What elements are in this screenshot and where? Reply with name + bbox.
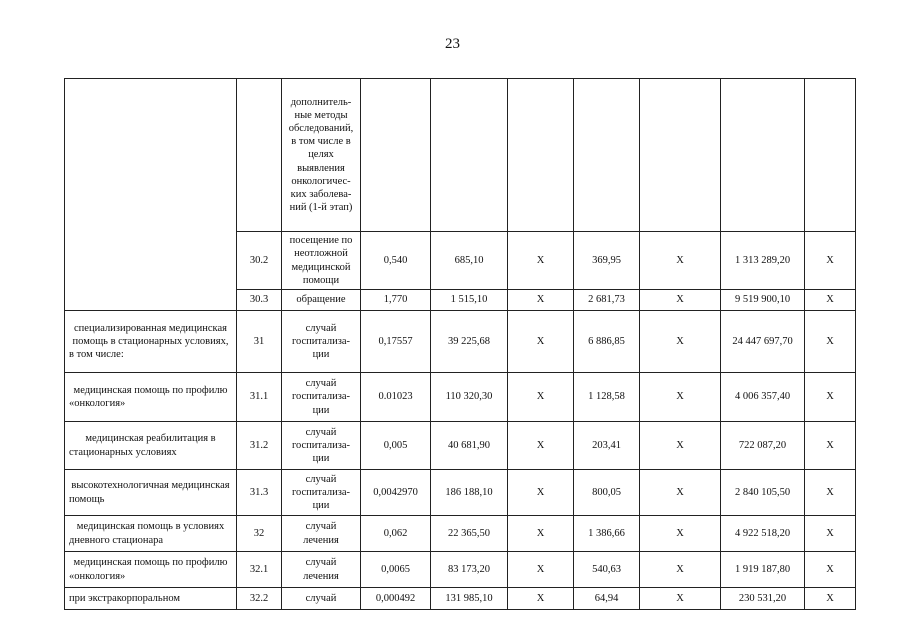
x-cell: X (640, 290, 721, 311)
code-cell: 31.3 (237, 470, 282, 516)
code-cell (237, 79, 282, 232)
norm-cell: 0,000492 (361, 588, 431, 610)
x-cell: X (805, 516, 856, 552)
code-cell: 31.1 (237, 373, 282, 422)
x-cell: X (805, 552, 856, 588)
x-cell: X (640, 552, 721, 588)
per-capita-cell (574, 79, 640, 232)
x-cell (508, 79, 574, 232)
x-cell: X (640, 470, 721, 516)
code-cell: 32.1 (237, 552, 282, 588)
table-row (65, 373, 856, 422)
code-cell: 31.2 (237, 422, 282, 470)
norm-cell: 0,0065 (361, 552, 431, 588)
total-cell: 722 087,20 (721, 422, 805, 470)
x-cell: X (508, 516, 574, 552)
x-cell: X (508, 290, 574, 311)
per-capita-cell: 800,05 (574, 470, 640, 516)
unit-cell: посещение по неотложной медицинской помощи (282, 232, 361, 290)
x-cell: X (805, 422, 856, 470)
name-cell: медицинская помощь по профилю «онкология» (65, 552, 237, 588)
per-capita-cell: 6 886,85 (574, 311, 640, 373)
norm-cell: 0,0042970 (361, 470, 431, 516)
x-cell: X (640, 232, 721, 290)
norm-cell: 0,005 (361, 422, 431, 470)
x-cell: X (508, 232, 574, 290)
cost-cell: 186 188,10 (431, 470, 508, 516)
budget-table (64, 78, 856, 610)
total-cell: 2 840 105,50 (721, 470, 805, 516)
table-row (65, 552, 856, 588)
x-cell: X (805, 470, 856, 516)
per-capita-cell: 540,63 (574, 552, 640, 588)
unit-cell: случай госпитализа- ции (282, 373, 361, 422)
code-cell: 32 (237, 516, 282, 552)
table-row (65, 422, 856, 470)
x-cell: X (805, 311, 856, 373)
cost-cell: 110 320,30 (431, 373, 508, 422)
table-row (65, 79, 856, 232)
x-cell: X (640, 311, 721, 373)
unit-cell: случай госпитализа- ции (282, 422, 361, 470)
total-cell: 4 922 518,20 (721, 516, 805, 552)
total-cell: 24 447 697,70 (721, 311, 805, 373)
total-cell: 4 006 357,40 (721, 373, 805, 422)
unit-cell: случай госпитализа- ции (282, 311, 361, 373)
cost-cell: 685,10 (431, 232, 508, 290)
norm-cell: 1,770 (361, 290, 431, 311)
x-cell (640, 79, 721, 232)
name-cell: специализированная медицинская помощь в стационарных условиях, в том числе: (65, 311, 237, 373)
total-cell: 1 313 289,20 (721, 232, 805, 290)
name-cell: медицинская помощь по профилю «онкология» (65, 373, 237, 422)
per-capita-cell: 2 681,73 (574, 290, 640, 311)
unit-cell: дополнитель- ные методы обследований, в том числе в целях выявления онкологичес- ких заболева- ний (1-й этап) (282, 79, 361, 232)
per-capita-cell: 203,41 (574, 422, 640, 470)
x-cell: X (805, 232, 856, 290)
total-cell: 1 919 187,80 (721, 552, 805, 588)
cost-cell: 22 365,50 (431, 516, 508, 552)
x-cell (805, 79, 856, 232)
code-cell: 30.2 (237, 232, 282, 290)
norm-cell: 0,540 (361, 232, 431, 290)
unit-cell: случай лечения (282, 516, 361, 552)
x-cell: X (640, 422, 721, 470)
per-capita-cell: 1 386,66 (574, 516, 640, 552)
norm-cell: 0,062 (361, 516, 431, 552)
cost-cell (431, 79, 508, 232)
unit-cell: случай лечения (282, 552, 361, 588)
x-cell: X (508, 470, 574, 516)
total-cell: 9 519 900,10 (721, 290, 805, 311)
x-cell: X (640, 588, 721, 610)
unit-cell: случай госпитализа- ции (282, 470, 361, 516)
unit-cell: случай (282, 588, 361, 610)
norm-cell: 0,17557 (361, 311, 431, 373)
x-cell: X (805, 588, 856, 610)
norm-cell (361, 79, 431, 232)
unit-cell: обращение (282, 290, 361, 311)
cost-cell: 131 985,10 (431, 588, 508, 610)
per-capita-cell: 369,95 (574, 232, 640, 290)
x-cell: X (508, 552, 574, 588)
cost-cell: 1 515,10 (431, 290, 508, 311)
table-row (65, 470, 856, 516)
name-cell: высокотехнологичная медицинская помощь (65, 470, 237, 516)
table-row (65, 311, 856, 373)
code-cell: 31 (237, 311, 282, 373)
cost-cell: 40 681,90 (431, 422, 508, 470)
x-cell: X (805, 373, 856, 422)
total-cell: 230 531,20 (721, 588, 805, 610)
code-cell: 30.3 (237, 290, 282, 311)
total-cell (721, 79, 805, 232)
code-cell: 32.2 (237, 588, 282, 610)
x-cell: X (640, 516, 721, 552)
name-cell-empty (65, 79, 237, 311)
name-cell: медицинская помощь в условиях дневного стационара (65, 516, 237, 552)
table-row (65, 588, 856, 610)
per-capita-cell: 1 128,58 (574, 373, 640, 422)
x-cell: X (508, 588, 574, 610)
norm-cell: 0.01023 (361, 373, 431, 422)
x-cell: X (805, 290, 856, 311)
x-cell: X (508, 311, 574, 373)
table-row (65, 516, 856, 552)
per-capita-cell: 64,94 (574, 588, 640, 610)
x-cell: X (508, 422, 574, 470)
x-cell: X (508, 373, 574, 422)
page-number: 23 (445, 36, 460, 52)
name-cell: медицинская реабилитация в стационарных условиях (65, 422, 237, 470)
name-cell: при экстракорпоральном (65, 588, 237, 610)
cost-cell: 83 173,20 (431, 552, 508, 588)
x-cell: X (640, 373, 721, 422)
cost-cell: 39 225,68 (431, 311, 508, 373)
